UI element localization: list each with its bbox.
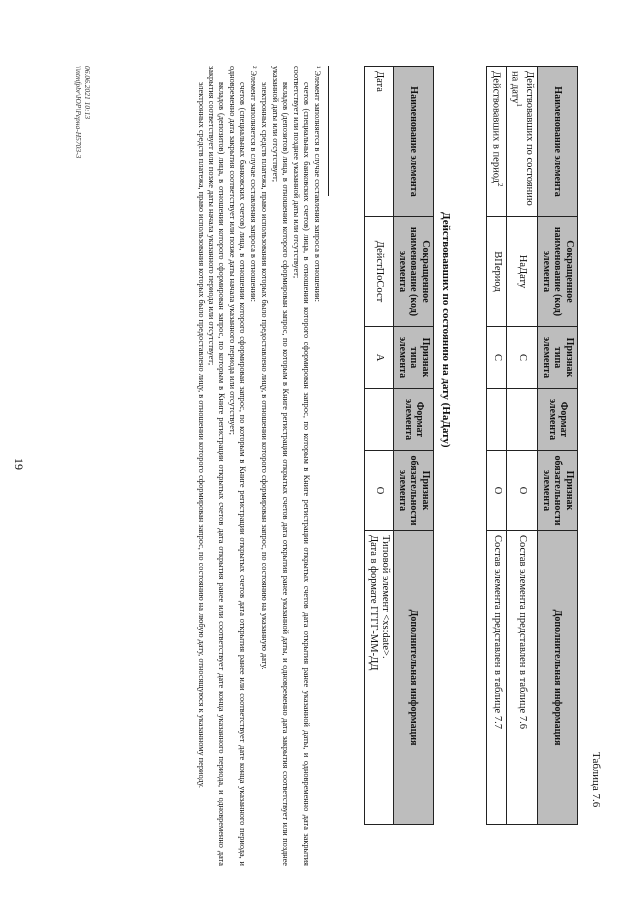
element-type-cell: А [365, 327, 394, 389]
footnote: вкладов (депозитов) лица, в отношении которого сформирован запрос, по которым в Книге регистрации открытых счетов дата открытия ранее или соответствует дате конца указанного периода, и одновременно дата закрытия соответствует или позже даты начала указанного периода или отсутствует; [207, 66, 227, 866]
header-cell: Наименование элемента [394, 67, 434, 217]
footnotes [195, 66, 322, 866]
header-cell: Наименование элемента [538, 67, 578, 217]
element-format-cell [506, 389, 538, 451]
footnote: электронных средств платежа, право использования которых было предоставлено лицу, в отношении которого сформирован запрос, по состоянию на указанную дату. [260, 82, 270, 670]
header-cell: Признак обязательности элемента [538, 451, 578, 531]
element-type-cell: С [506, 327, 538, 389]
footnote: электронных средств платежа, право использования которых было предоставлено лицу, в отношении которого сформирован запрос, по состоянию на любую дату, относящуюся к указанному периоду. [196, 82, 206, 788]
footnote: вкладов (депозитов) лица, в отношении которого сформирован запрос, по которым в Книге регистрации открытых счетов дата открытия ранее указанной даты, и одновременно дата закрытия соответствует или позднее указанной даты или отсутствует; [271, 66, 291, 866]
header-cell: Признак обязательности элемента [394, 451, 434, 531]
element-format-cell [365, 389, 394, 451]
header-cell: Признак типа элемента [394, 327, 434, 389]
element-info-cell: Состав элемента представлен в таблице 7.7 [487, 531, 507, 825]
footnote-ref: 1 [515, 103, 524, 107]
header-cell: Формат элемента [538, 389, 578, 451]
table-row [506, 67, 538, 825]
table-label: Таблица 7.6 [590, 752, 602, 808]
header-cell: Признак типа элемента [538, 327, 578, 389]
header-cell: Формат элемента [394, 389, 434, 451]
element-format-cell [487, 389, 507, 451]
footnote: ¹ Элемент заполняется в случае составления запроса в отношении: [313, 66, 322, 302]
header-cell: Сокращенное наименование (код) элемента [394, 217, 434, 327]
table-title: Действовавших по состоянию на дату (НаДату) [440, 212, 452, 448]
table-row [365, 67, 394, 825]
element-name-cell: Действовавших в период$^2$ [487, 67, 507, 217]
rotated-page-content [42, 22, 612, 882]
footnote: счетов (специальных банковских счетов) лица, в отношении которого сформирован запрос, по которым в Книге регистрации открытых счетов дата открытия ранее указанной даты, и одновременно дата закрытия соответствует или позднее указанной даты или отсутствует; [292, 66, 312, 866]
element-required-cell: О [365, 451, 394, 531]
element-name-cell: Дата [365, 67, 394, 217]
page-number: 19 [12, 458, 26, 470]
element-code-cell: НаДату [506, 217, 538, 327]
footnote: счетов (специальных банковских счетов) лица, в отношении которого сформирован запрос, по которым в Книге регистрации открытых счетов дата открытия ранее или соответствует дате конца указанного периода, и одновременно дата закрытия соответствует или позже даты начала указанного периода или отсутствует; [228, 66, 248, 866]
footnote-ref: 2 [495, 183, 504, 187]
footnote-divider [328, 66, 329, 196]
element-type-cell: С [487, 327, 507, 389]
on-date-table [364, 66, 434, 825]
table-header-row [394, 67, 434, 825]
table-row [487, 67, 507, 825]
element-required-cell: О [506, 451, 538, 531]
footnote: ² Элемент заполняется в случае составления запроса в отношении: [249, 66, 259, 302]
elements-table [486, 66, 578, 825]
header-cell: Дополнительная информация [538, 531, 578, 825]
table-header-row [538, 67, 578, 825]
element-info-cell: Состав элемента представлен в таблице 7.6 [506, 531, 538, 825]
element-name-cell: Действовавших по состоянию на дату$^1$ [506, 67, 538, 217]
element-code-cell: ДейстПоСост [365, 217, 394, 327]
header-cell: Дополнительная информация [394, 531, 434, 825]
element-required-cell: О [487, 451, 507, 531]
element-info-cell: Типовой элемент <xs:date>. Дата в формате ГГГГ-ММ-ДД [365, 531, 394, 825]
file-stamp: 06.06.2021 10:13 \\ntmfpbr\ЮР\Рерна-H5703-3 [74, 66, 92, 159]
element-code-cell: ВПериод [487, 217, 507, 327]
header-cell: Сокращенное наименование (код) элемента [538, 217, 578, 327]
